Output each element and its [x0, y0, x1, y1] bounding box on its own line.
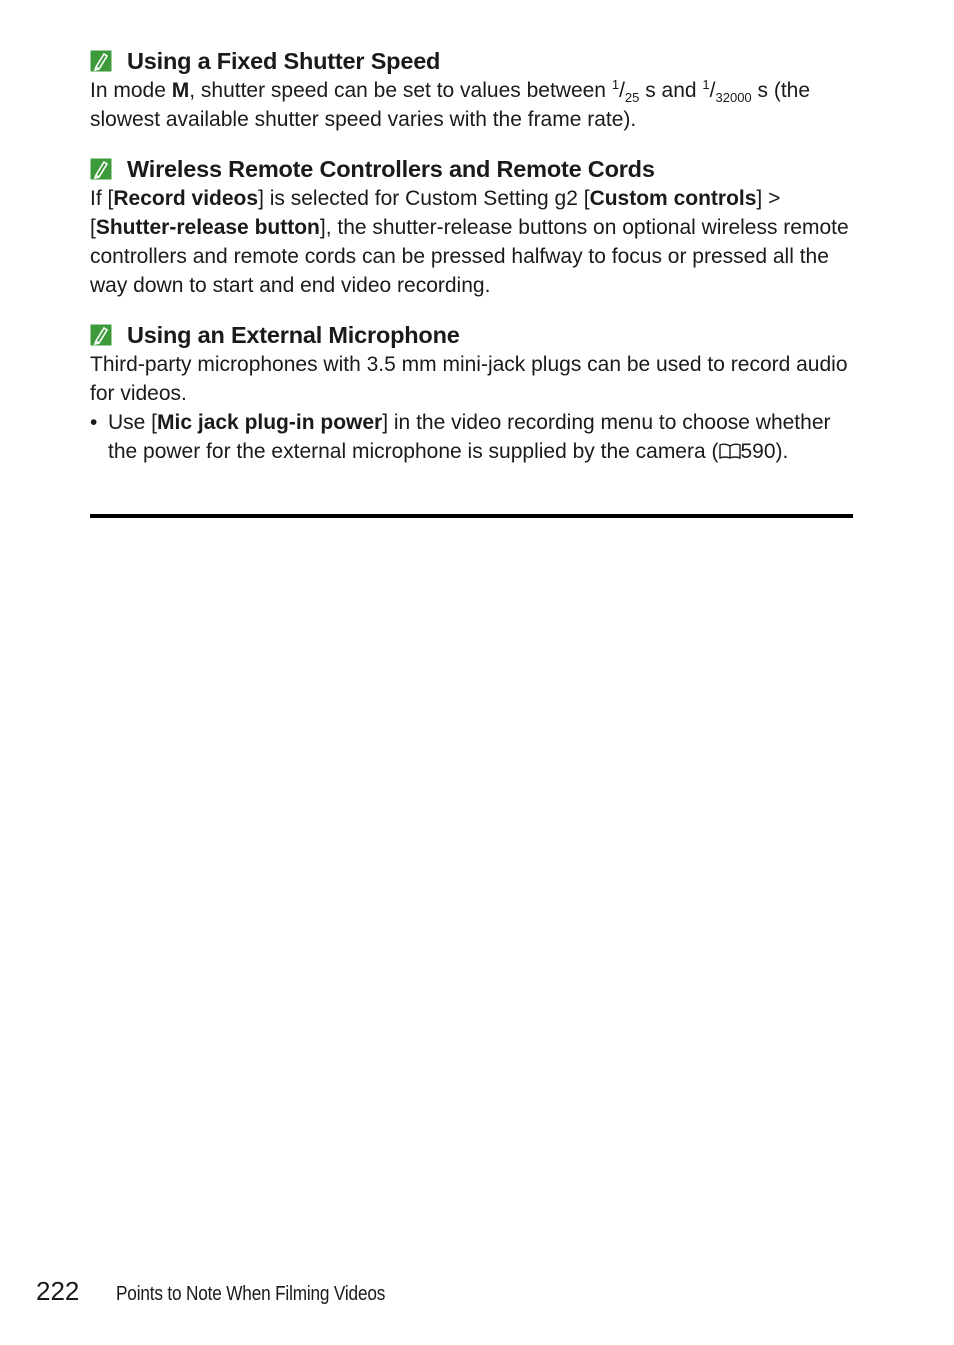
page-footer — [36, 1276, 429, 1312]
section-end-rule — [90, 514, 853, 518]
section-title: Using an External Microphone — [127, 321, 460, 348]
section-heading — [90, 320, 860, 350]
book-icon — [719, 443, 741, 459]
section-body: If [Record videos] is selected for Custom Setting g2 [Custom controls] > [Shutter-release button], the shutter-release buttons on optional wireless remote controllers and remote cords can be pressed halfway to focus or pressed all the way down to start and end video recording. — [90, 187, 849, 297]
page-reference-link[interactable]: 590 — [740, 440, 776, 463]
chapter-title: Points to Note When Filming Videos — [116, 1283, 386, 1305]
pencil-note-icon — [90, 50, 112, 72]
page-number: 222 — [36, 1276, 80, 1306]
fraction-1-25: $^1/_{25}$ — [611, 77, 640, 106]
section-heading — [90, 154, 860, 184]
pencil-note-icon — [90, 158, 112, 180]
bullet-item — [90, 408, 860, 466]
section-title: Using a Fixed Shutter Speed — [127, 47, 441, 74]
section-external-microphone — [90, 320, 860, 466]
bullet-text: Use [Mic jack plug-in power] in the video recording menu to choose whether the power for the external microphone is supplied by the camera ( 590). — [108, 411, 831, 463]
section-heading — [90, 46, 860, 76]
section-fixed-shutter-speed — [90, 46, 860, 134]
section-wireless-remote — [90, 154, 860, 300]
bullet-symbol: • — [90, 411, 98, 434]
section-body: In mode M, shutter speed can be set to values between $^1/_{25}$ s and $^1/_{32000}$ s (the slowest available shutter speed varies with the frame rate). — [90, 77, 811, 131]
section-title: Wireless Remote Controllers and Remote Cords — [127, 155, 655, 182]
section-body: Third-party microphones with 3.5 mm mini-jack plugs can be used to record audio for videos. — [90, 353, 848, 405]
fraction-1-32000: $^1/_{32000}$ — [702, 77, 752, 106]
pencil-note-icon — [90, 324, 112, 346]
